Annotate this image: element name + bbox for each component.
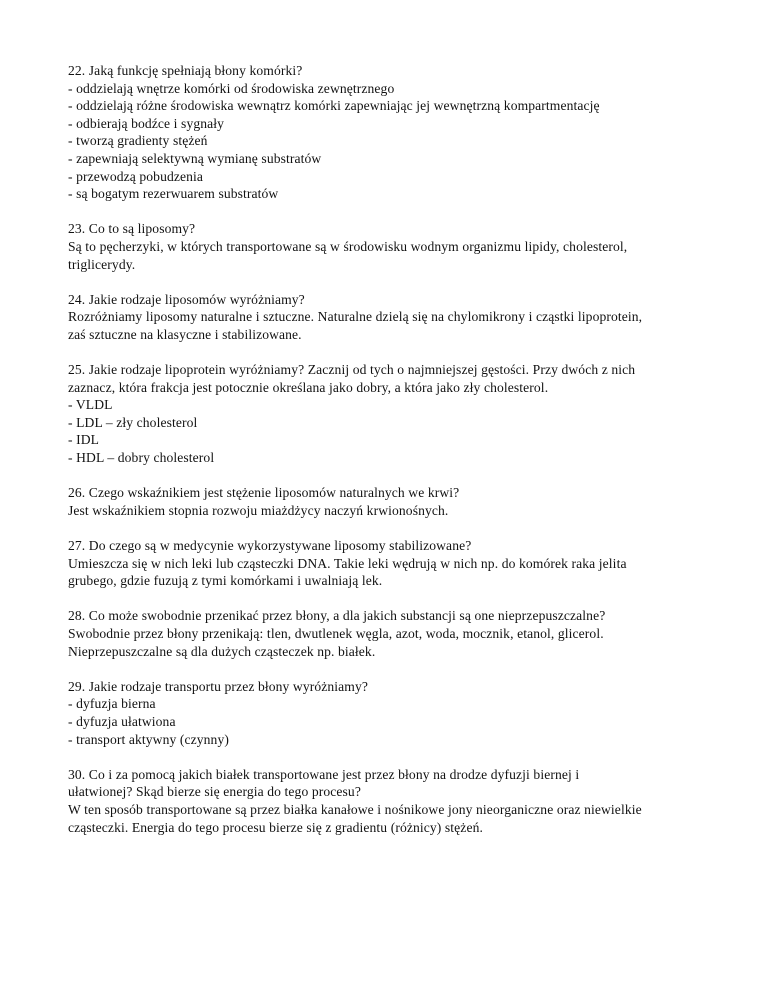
answer-line: - IDL [68, 432, 100, 448]
answer-line: triglicerydy. [68, 256, 136, 272]
answer-line: Rozróżniamy liposomy naturalne i sztuczne. Naturalne dzielą się na chylomikrony i cząstki lipoprotein, [68, 309, 643, 325]
answer-line: - przewodzą pobudzenia [68, 168, 204, 184]
answer-line: - odbierają bodźce i sygnały [68, 115, 225, 131]
answer-line: - zapewniają selektywną wymianę substratów [68, 150, 322, 166]
question-text: 29. Jakie rodzaje transportu przez błony wyróżniamy? [68, 678, 369, 694]
answer-line: Swobodnie przez błony przenikają: tlen, dwutlenek węgla, azot, woda, mocznik, etanol, glicerol. [68, 626, 604, 641]
answer-line: - VLDL [68, 397, 113, 413]
qa-section-22 [68, 62, 742, 203]
qa-section-26 [68, 484, 742, 519]
answer-line: - są bogatym rezerwuarem substratów [68, 186, 279, 202]
question-text: 22. Jaką funkcję spełniają błony komórki? [68, 63, 303, 78]
question-text: 30. Co i za pomocą jakich białek transportowane jest przez błony na drodze dyfuzji biernej i [68, 766, 580, 782]
qa-section-28 [68, 607, 742, 660]
answer-line: Nieprzepuszczalne są dla dużych cząsteczek np. białek. [68, 643, 376, 659]
question-text: 26. Czego wskaźnikiem jest stężenie liposomów naturalnych we krwi? [68, 485, 460, 501]
answer-line: Są to pęcherzyki, w których transportowane są w środowisku wodnym organizmu lipidy, cholesterol, [68, 238, 628, 254]
question-text: 25. Jakie rodzaje lipoprotein wyróżniamy? Zacznij od tych o najmniejszej gęstości. Przy dwóch z nich [68, 362, 636, 378]
answer-line: - tworzą gradienty stężeń [68, 133, 208, 149]
question-text: 27. Do czego są w medycynie wykorzystywane liposomy stabilizowane? [68, 538, 472, 554]
qa-section-30 [68, 766, 742, 836]
answer-line: - transport aktywny (czynny) [68, 731, 229, 747]
answer-line: - HDL – dobry cholesterol [68, 450, 215, 466]
answer-line: Umieszcza się w nich leki lub cząsteczki DNA. Takie leki wędrują w nich np. do komórek raka jelita [68, 555, 627, 571]
answer-line: - LDL – zły cholesterol [68, 414, 198, 430]
qa-section-24 [68, 291, 742, 344]
answer-line: Jest wskaźnikiem stopnia rozwoju miażdżycy naczyń krwionośnych. [68, 502, 449, 518]
question-text: 24. Jakie rodzaje liposomów wyróżniamy? [68, 291, 305, 307]
answer-line: - oddzielają różne środowiska wewnątrz komórki zapewniając jej wewnętrzną kompartmentację [68, 98, 600, 114]
question-text: 28. Co może swobodnie przenikać przez błony, a dla jakich substancji są one nieprzepuszczalne? [68, 608, 606, 624]
question-text: ułatwionej? Skąd bierze się energia do tego procesu? [68, 784, 361, 800]
question-text: zaznacz, która frakcja jest potocznie określana jako dobry, a która jako zły cholesterol. [68, 379, 549, 395]
answer-line: W ten sposób transportowane są przez białka kanałowe i nośnikowe jony nieorganiczne oraz niewielkie [68, 801, 642, 817]
qa-section-29 [68, 678, 742, 748]
answer-line: - dyfuzja bierna [68, 696, 156, 712]
answer-line: zaś sztuczne na klasyczne i stabilizowane. [68, 326, 302, 342]
answer-line: - dyfuzja ułatwiona [68, 713, 176, 729]
qa-section-23 [68, 220, 742, 273]
answer-line: grubego, gdzie fuzują z tymi komórkami i uwalniają lek. [68, 573, 383, 589]
qa-section-25 [68, 361, 742, 467]
qa-section-27 [68, 537, 742, 590]
answer-line: cząsteczki. Energia do tego procesu bierze się z gradientu (różnicy) stężeń. [68, 819, 483, 835]
answer-line: - oddzielają wnętrze komórki od środowiska zewnętrznego [68, 80, 395, 96]
question-text: 23. Co to są liposomy? [68, 221, 196, 237]
